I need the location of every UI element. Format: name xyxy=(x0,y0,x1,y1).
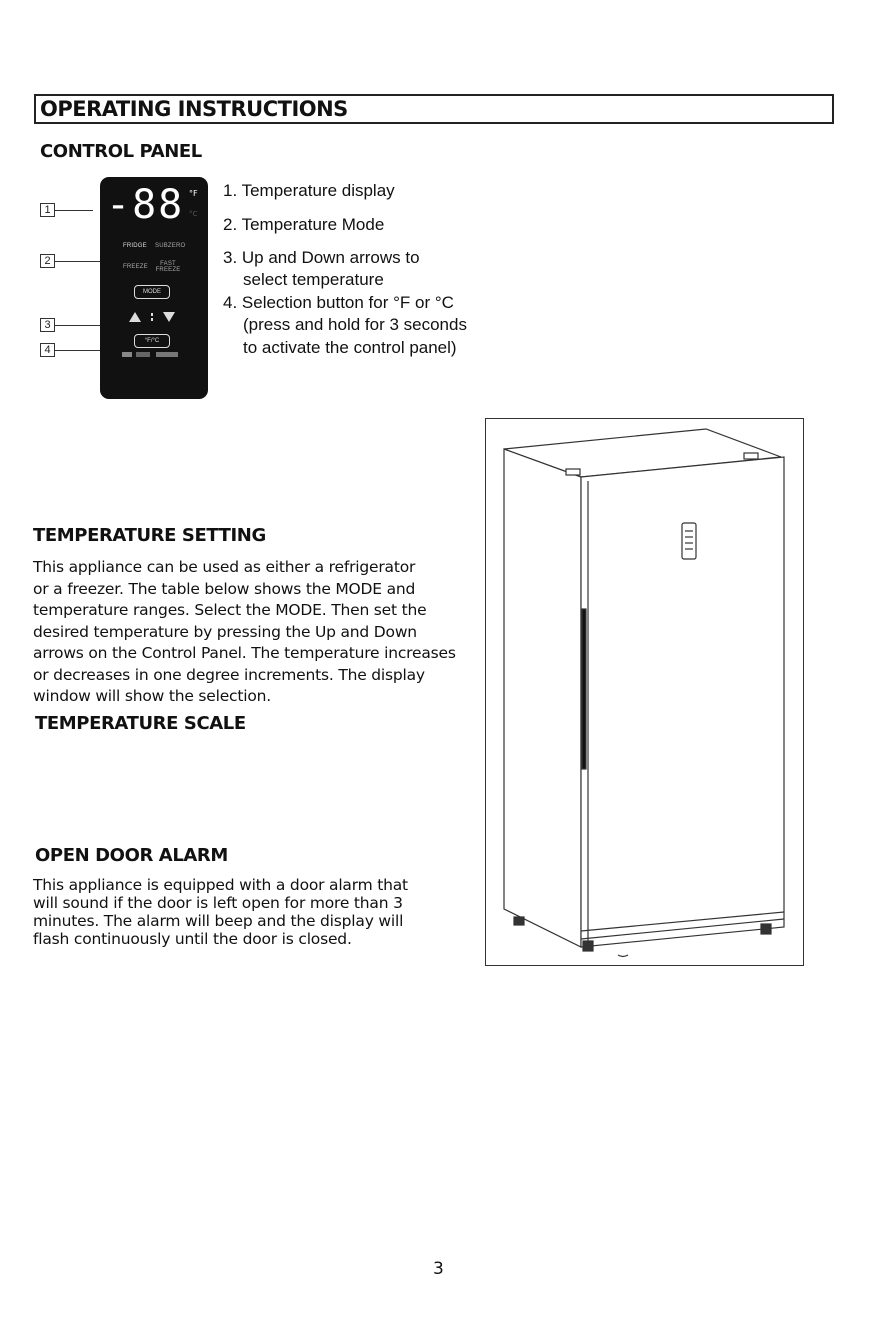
callout-1-leader xyxy=(55,210,93,211)
body-line: or decreases in one degree increments. The display xyxy=(33,665,425,684)
callout-2: 2 xyxy=(40,254,55,268)
control-panel-title: CONTROL PANEL xyxy=(40,141,202,162)
body-line: arrows on the Control Panel. The temperature increases xyxy=(33,644,456,662)
callout-2-leader xyxy=(55,261,100,262)
open-door-alarm-title: OPEN DOOR ALARM xyxy=(35,845,228,866)
arrow-controls xyxy=(127,310,179,324)
legend-item-3-cont: select temperature xyxy=(243,270,384,289)
callout-4: 4 xyxy=(40,343,55,357)
mode-subzero-label: SUBZERO xyxy=(155,243,186,249)
cabinet-foot xyxy=(583,941,593,951)
body-line: desired temperature by pressing the Up and Down xyxy=(33,622,417,641)
legend-item-2: 2. Temperature Mode xyxy=(223,215,385,234)
legend-item-4-cont1: (press and hold for 3 seconds xyxy=(243,315,467,334)
lock-icon xyxy=(122,352,132,357)
unit-f-indicator: °F xyxy=(189,189,198,198)
cabinet-side xyxy=(504,449,581,947)
body-line: flash continuously until the door is closed. xyxy=(33,930,352,948)
door-handle xyxy=(582,609,586,769)
unit-c-indicator: °C xyxy=(189,210,198,218)
legend-item-3: 3. Up and Down arrows to xyxy=(223,248,420,267)
legend-item-4-cont2: to activate the control panel) xyxy=(243,338,457,357)
temperature-display: -88 xyxy=(106,182,185,228)
body-line: will sound if the door is left open for more than 3 xyxy=(33,894,403,912)
mode-button: MODE xyxy=(134,285,170,299)
mode-fast-freeze-label: FAST FREEZE xyxy=(155,261,181,273)
control-panel-illustration xyxy=(100,177,208,399)
unit-toggle-button: °F/°C xyxy=(134,334,170,348)
callout-1: 1 xyxy=(40,203,55,217)
mode-fridge-label: FRIDGE xyxy=(123,243,147,249)
body-line: minutes. The alarm will beep and the display will xyxy=(33,912,404,930)
callout-3-leader xyxy=(55,325,100,326)
up-arrow-icon xyxy=(129,312,141,322)
legend-item-1: 1. Temperature display xyxy=(223,181,395,200)
power-icon xyxy=(156,352,178,357)
body-line: or a freezer. The table below shows the MODE and xyxy=(33,579,416,598)
bottom-mark xyxy=(618,955,628,957)
legend-item-4: 4. Selection button for °F or °C xyxy=(223,293,454,312)
status-icons xyxy=(120,351,184,359)
cabinet-foot xyxy=(514,917,524,925)
body-line: window will show the selection. xyxy=(33,687,272,705)
door-control-panel xyxy=(682,523,696,559)
down-arrow-icon xyxy=(163,312,175,322)
page-title: OPERATING INSTRUCTIONS xyxy=(40,97,348,121)
appliance-illustration-frame xyxy=(485,418,804,966)
callout-3: 3 xyxy=(40,318,55,332)
mode-freeze-label: FREEZE xyxy=(123,264,148,270)
arrow-divider-icon xyxy=(151,313,153,316)
open-door-alarm-body xyxy=(33,876,408,948)
callout-4-leader xyxy=(55,350,100,351)
cabinet-foot xyxy=(761,924,771,934)
temperature-scale-title: TEMPERATURE SCALE xyxy=(35,713,246,734)
alarm-icon xyxy=(136,352,150,357)
temperature-setting-title: TEMPERATURE SETTING xyxy=(33,525,266,546)
page-number: 3 xyxy=(433,1259,444,1279)
upright-appliance-illustration xyxy=(486,419,803,965)
body-line: temperature ranges. Select the MODE. Then set the xyxy=(33,601,427,619)
body-line: This appliance is equipped with a door alarm that xyxy=(33,876,408,894)
body-line: This appliance can be used as either a refrigerator xyxy=(33,558,416,576)
temperature-setting-body xyxy=(33,557,456,708)
